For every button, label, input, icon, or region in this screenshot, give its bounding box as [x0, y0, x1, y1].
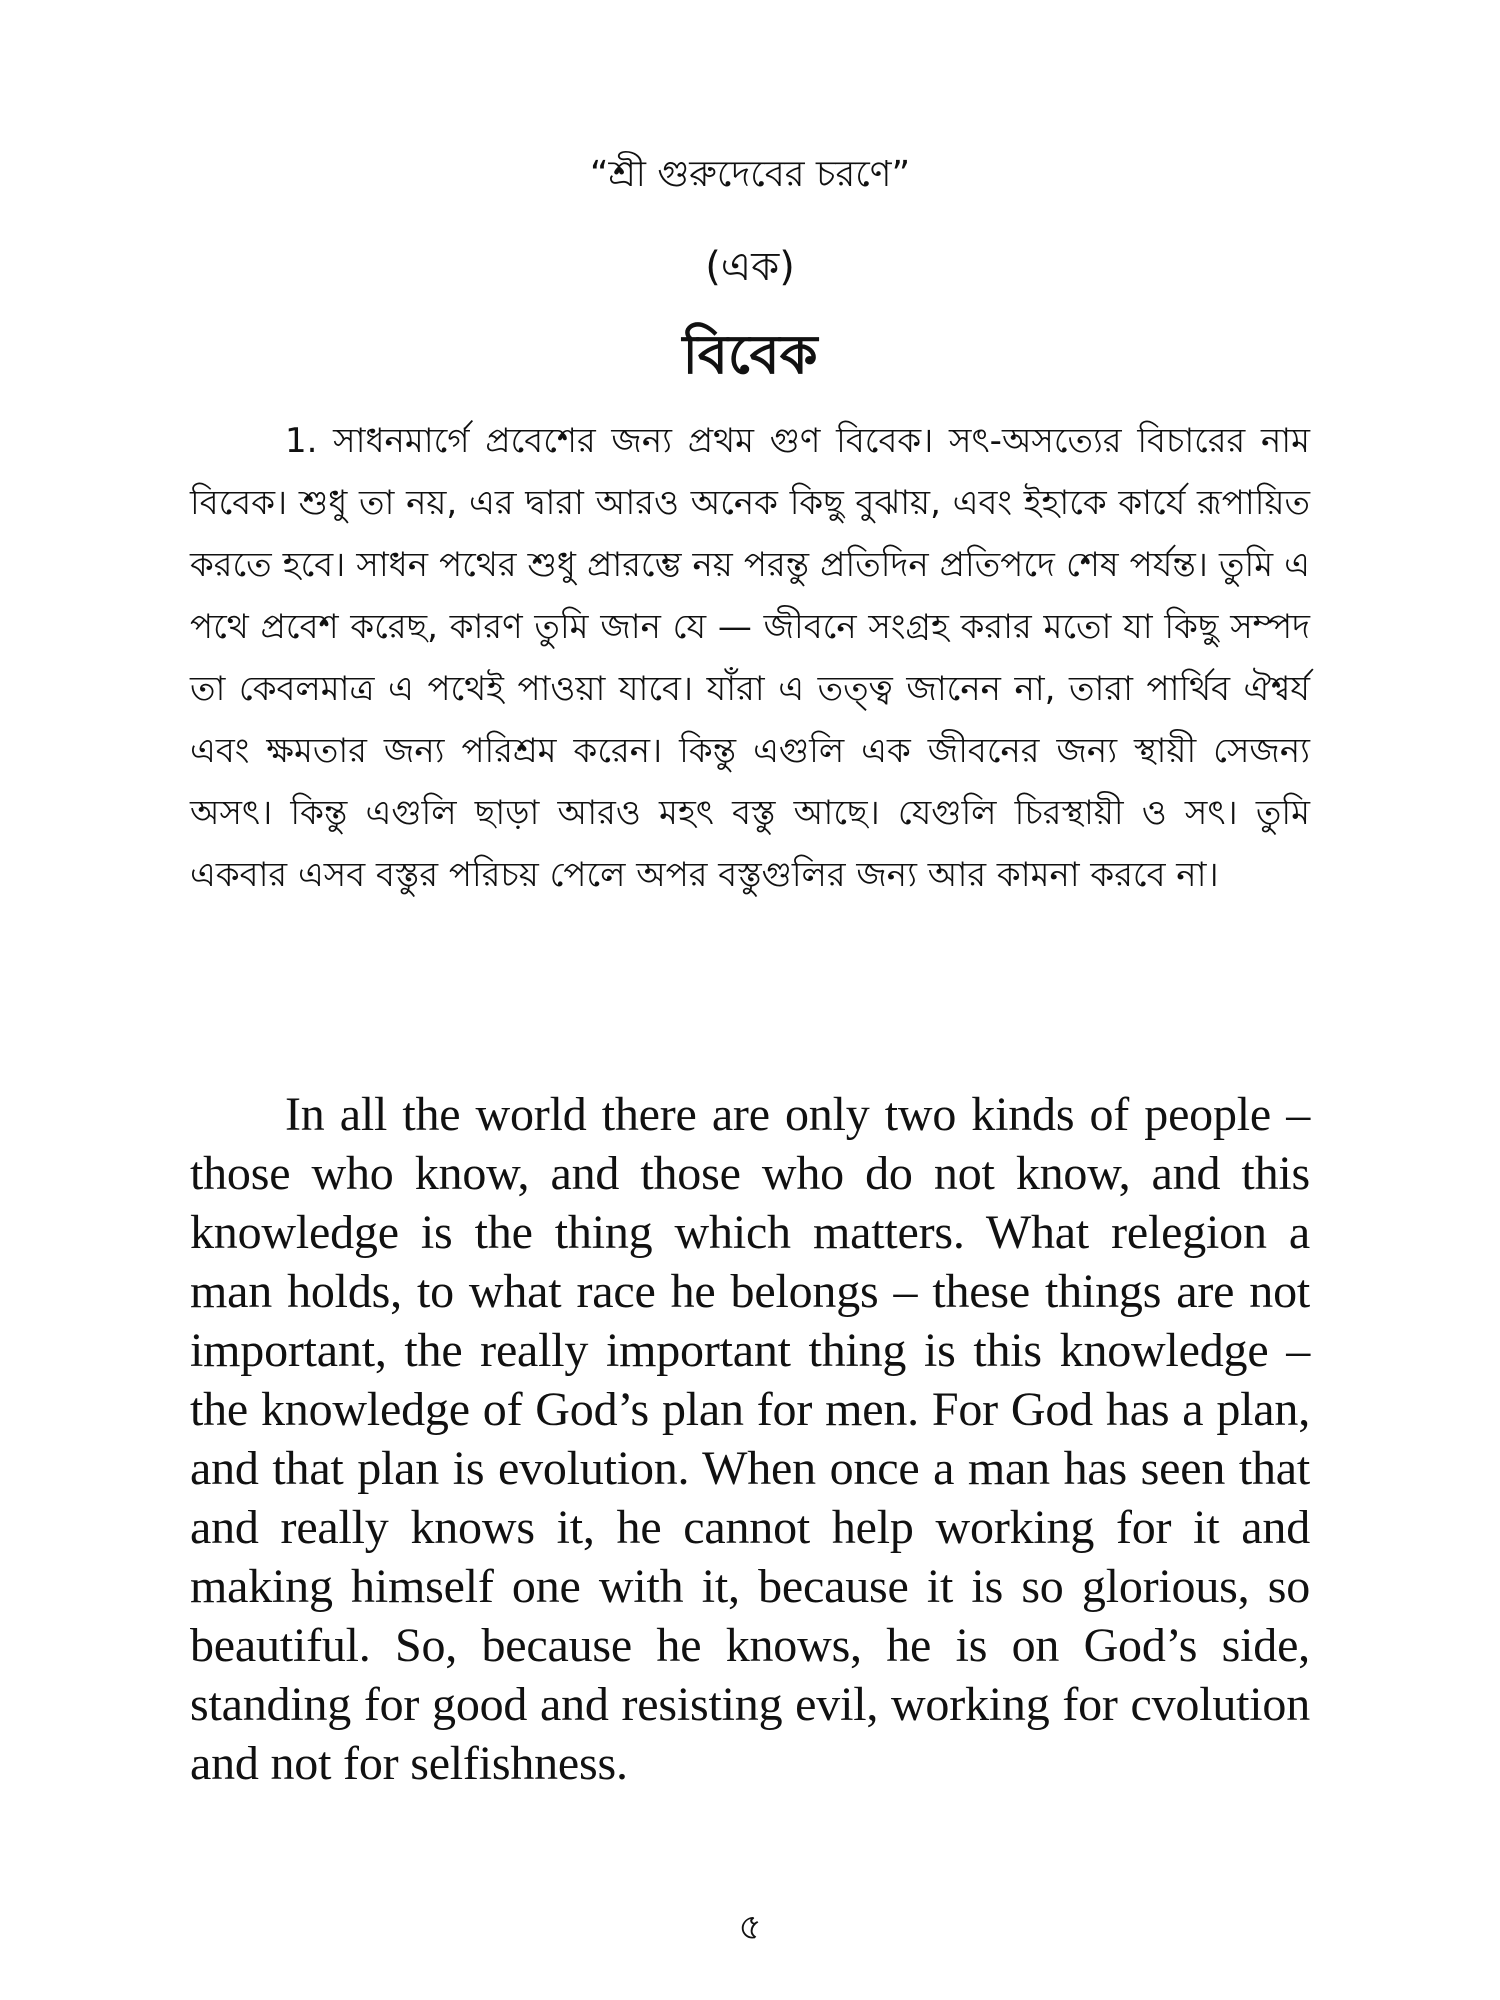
english-paragraph: In all the world there are only two kinds of people – those who know, and those who do not know, and this knowledge is the thing which matters. What relegion a man holds, to what race he belongs – these things are not important, the really important thing is this knowledge – the knowledge of God’s plan for men. For God has a plan, and that plan is evolution. When once a man has seen that and really knows it, he cannot help working for it and making himself one with it, because it is so glorious, so beautiful. So, because he knows, he is on God’s side, standing for good and resisting evil, working for cvolution and not for selfishness.	[190, 1088, 1310, 1790]
chapter-number: (এক)	[705, 244, 795, 290]
chapter-title: বিবেক	[682, 323, 818, 386]
header-quote: “শ্রী গুরুদেবের চরণে”	[589, 154, 911, 195]
page-number: ৫	[738, 1907, 762, 1948]
bengali-paragraph: 1. সাধনমার্গে প্রবেশের জন্য প্রথম গুণ বিবেক। সৎ-অসত্যের বিচারের নাম বিবেক। শুধু তা নয়, এর দ্বারা আরও অনেক কিছু বুঝায়, এবং ইহাকে কার্যে রূপায়িত করতে হবে। সাধন পথের শুধু প্রারম্ভে নয় পরন্তু প্রতিদিন প্রতিপদে শেষ পর্যন্ত। তুমি এ পথে প্রবেশ করেছ, কারণ তুমি জান যে — জীবনে সংগ্রহ করার মতো যা কিছু সম্পদ তা কেবলমাত্র এ পথেই পাওয়া যাবে। যাঁরা এ তত্ত্ব জানেন না, তারা পার্থিব ঐশ্বর্য এবং ক্ষমতার জন্য পরিশ্রম করেন। কিন্তু এগুলি এক জীবনের জন্য স্থায়ী সেজন্য অসৎ। কিন্তু এগুলি ছাড়া আরও মহৎ বস্তু আছে। যেগুলি চিরস্থায়ী ও সৎ। তুমি একবার এসব বস্তুর পরিচয় পেলে অপর বস্তুগুলির জন্য আর কামনা করবে না।	[190, 421, 1310, 895]
